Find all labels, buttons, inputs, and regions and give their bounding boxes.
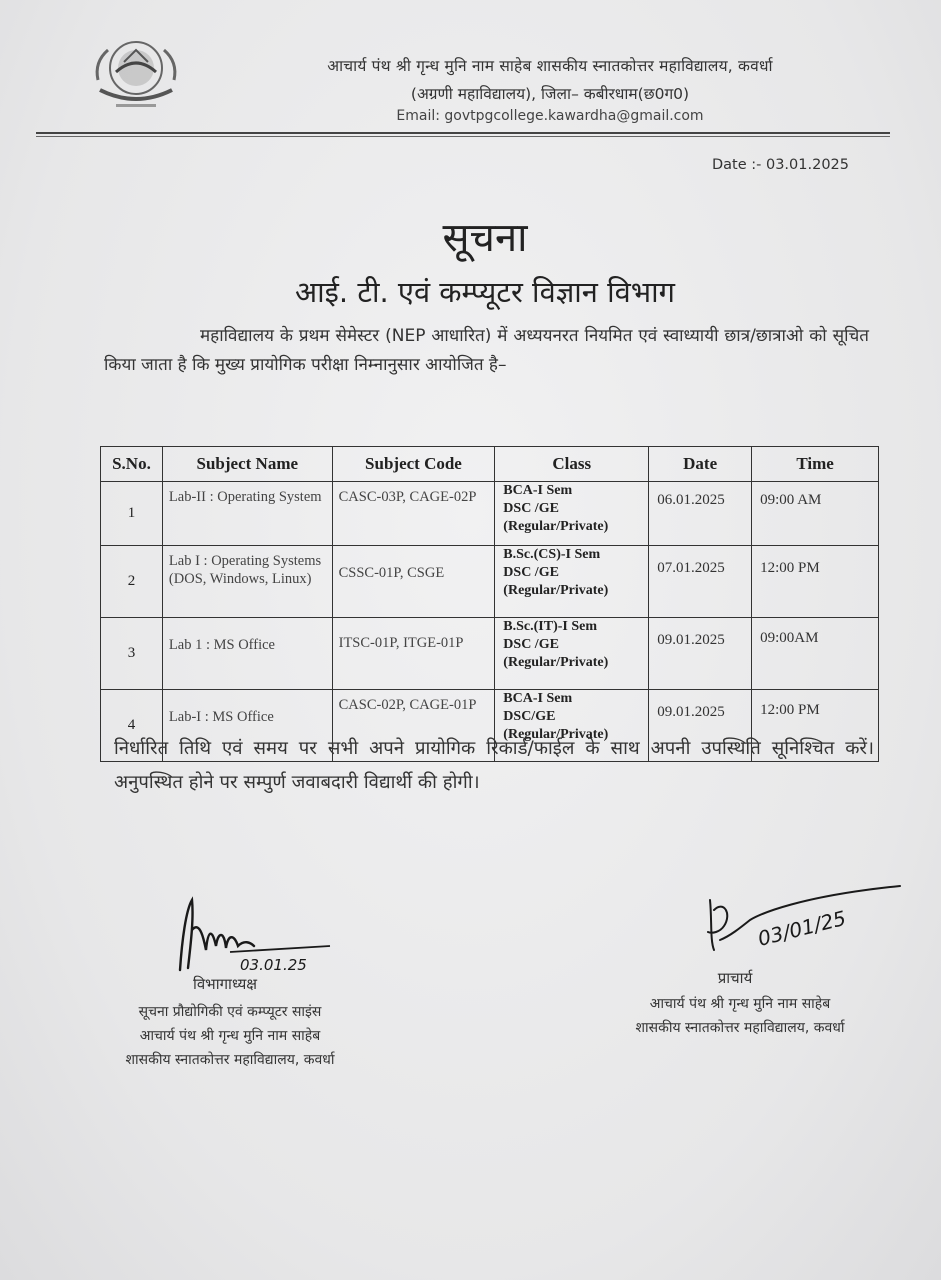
row-class — [495, 546, 649, 618]
row-code: ITSC-01P, ITGE-01P — [332, 618, 495, 690]
header-subject: Subject Name — [162, 447, 332, 482]
class-line: BCA-I Sem — [503, 483, 573, 498]
header-divider — [36, 132, 890, 134]
row-time: 09:00 AM — [752, 482, 879, 546]
row-subject: Lab-II : Operating System — [162, 482, 332, 546]
class-line: (Regular/Private) — [503, 519, 609, 534]
table-row — [101, 546, 879, 618]
college-emblem-icon — [86, 32, 194, 118]
row-sno: 1 — [101, 482, 163, 546]
hod-signature — [160, 890, 340, 980]
row-code: CASC-02P, CAGE-01P — [332, 690, 495, 762]
row-subject: Lab I : Operating Systems (DOS, Windows, Linux) — [162, 546, 332, 618]
class-line: BCA-I Sem — [503, 691, 573, 706]
header-date: Date — [649, 447, 752, 482]
class-line: DSC /GE — [503, 637, 559, 652]
header-time: Time — [752, 447, 879, 482]
row-time: 09:00AM — [752, 618, 879, 690]
row-date: 07.01.2025 — [649, 546, 752, 618]
row-sno: 4 — [101, 690, 163, 762]
notice-title: सूचना — [442, 215, 528, 261]
instruction-note: निर्धारित तिथि एवं समय पर सभी अपने प्रायोगिक रिकार्ड/फाईल के साथ अपनी उपस्थिति सूनिश्चित करें। अनुपस्थित होने पर सम्पुर्ण जवाबदारी विद्यार्थी की होगी। — [114, 738, 874, 793]
hod-line: शासकीय स्नातकोत्तर महाविद्यालय, कवर्धा — [125, 1052, 335, 1068]
college-email: Email: govtpgcollege.kawardha@gmail.com — [396, 108, 704, 124]
header-class: Class — [495, 447, 649, 482]
principal-sign-date: 03/01/25 — [755, 905, 849, 951]
principal-line: शासकीय स्नातकोत्तर महाविद्यालय, कवर्धा — [635, 1020, 845, 1036]
row-subject: Lab 1 : MS Office — [162, 618, 332, 690]
row-sno: 3 — [101, 618, 163, 690]
row-sno: 2 — [101, 546, 163, 618]
row-date: 06.01.2025 — [649, 482, 752, 546]
table-row — [101, 482, 879, 546]
hod-title: विभागाध्यक्ष — [192, 975, 258, 993]
table-row — [101, 618, 879, 690]
row-time: 12:00 PM — [752, 690, 879, 762]
college-name: आचार्य पंथ श्री गृन्ध मुनि नाम साहेब शासकीय स्नातकोत्तर महाविद्यालय, कवर्धा — [327, 57, 773, 75]
row-class — [495, 618, 649, 690]
class-line: (Regular/Private) — [503, 583, 609, 598]
class-line: (Regular/Private) — [503, 727, 609, 742]
principal-signature — [690, 880, 910, 970]
row-class — [495, 482, 649, 546]
principal-line: आचार्य पंथ श्री गृन्ध मुनि नाम साहेब — [649, 996, 831, 1012]
row-code: CASC-03P, CAGE-02P — [332, 482, 495, 546]
class-line: B.Sc.(IT)-I Sem — [503, 619, 598, 634]
header-divider-thin — [36, 136, 890, 137]
row-subject: Lab-I : MS Office — [162, 690, 332, 762]
hod-line: आचार्य पंथ श्री गृन्ध मुनि नाम साहेब — [139, 1028, 321, 1044]
table-header-row — [101, 447, 879, 482]
intro-paragraph: महाविद्यालय के प्रथम सेमेस्टर (NEP आधारित) में अध्ययनरत नियमित एवं स्वाध्यायी छात्र/छात्राओ को सूचित किया जाता है कि मुख्य प्रायोगिक परीक्षा निम्नानुसार आयोजित है– — [104, 326, 869, 375]
principal-details — [560, 992, 920, 1040]
class-line: DSC/GE — [503, 709, 556, 724]
class-line: (Regular/Private) — [503, 655, 609, 670]
header-code: Subject Code — [332, 447, 495, 482]
hod-line: सूचना प्रौद्योगिकी एवं कम्प्यूटर साइंस — [138, 1004, 322, 1020]
row-code: CSSC-01P, CSGE — [332, 546, 495, 618]
class-line: DSC /GE — [503, 565, 559, 580]
row-time: 12:00 PM — [752, 546, 879, 618]
principal-title: प्राचार्य — [717, 969, 753, 987]
class-line: B.Sc.(CS)-I Sem — [503, 547, 601, 562]
class-line: DSC /GE — [503, 501, 559, 516]
row-date: 09.01.2025 — [649, 618, 752, 690]
hod-sign-date: 03.01.25 — [240, 956, 307, 974]
exam-schedule-table — [100, 446, 879, 762]
notice-date: Date :- 03.01.2025 — [711, 157, 849, 173]
row-date: 09.01.2025 — [649, 690, 752, 762]
college-district: (अग्रणी महाविद्यालय), जिला– कबीरधाम(छ0ग0) — [410, 85, 690, 103]
header-sno: S.No. — [101, 447, 163, 482]
department-title: आई. टी. एवं कम्प्यूटर विज्ञान विभाग — [295, 275, 675, 309]
hod-details — [80, 1000, 380, 1072]
